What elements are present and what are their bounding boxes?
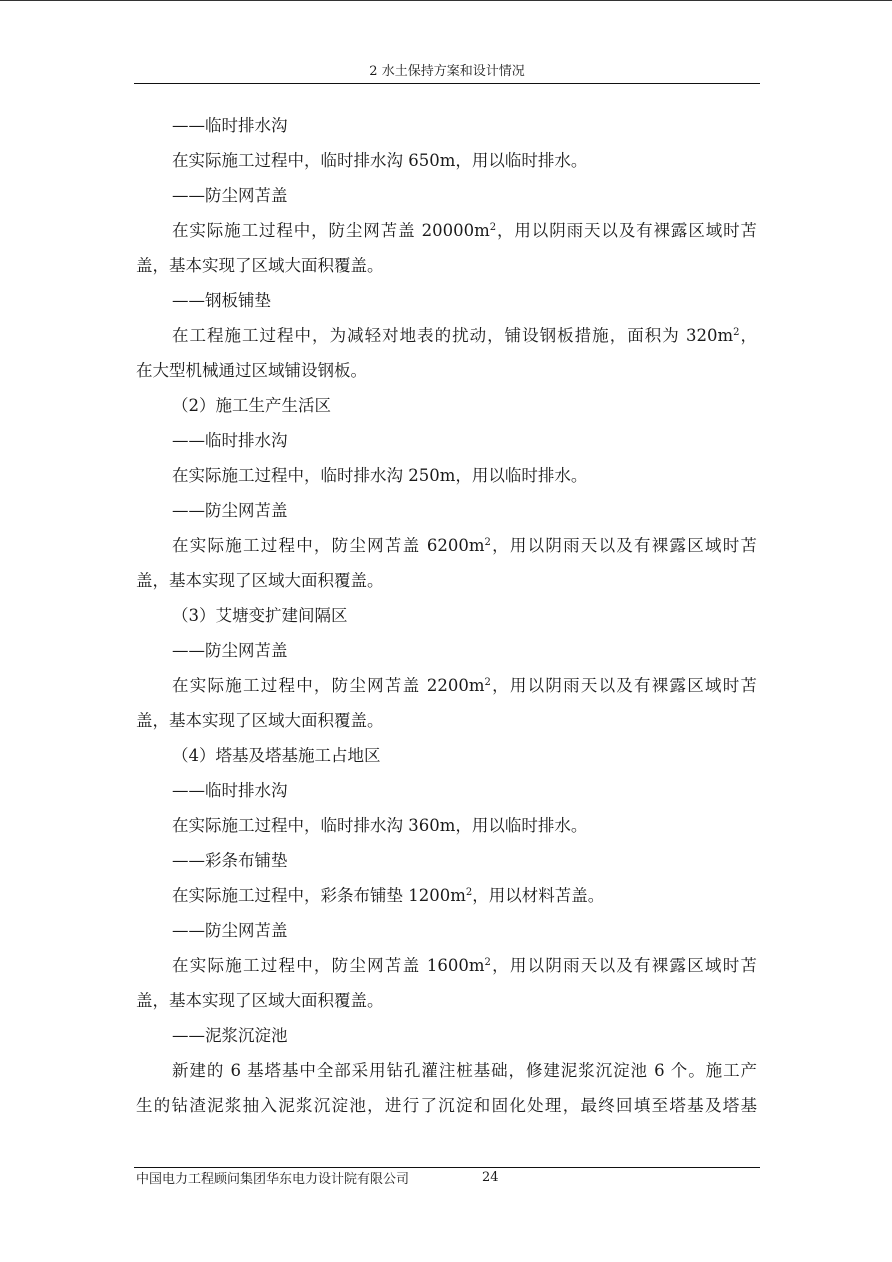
paragraph-line: 盖，基本实现了区域大面积覆盖。 xyxy=(136,991,384,1010)
paragraph-line: 生的钻渣泥浆抽入泥浆沉淀池，进行了沉淀和固化处理，最终回填至塔基及塔基 xyxy=(136,1096,757,1115)
paragraph-line: 盖，基本实现了区域大面积覆盖。 xyxy=(136,711,384,730)
paragraph-line: 在实际施工过程中，防尘网苫盖 $6200m^2$，用以阴雨天以及有裸露区域时苫 xyxy=(172,536,757,555)
paragraph-line: 在实际施工过程中，临时排水沟 650m，用以临时排水。 xyxy=(172,151,588,170)
paragraph-line: 在实际施工过程中，防尘网苫盖 $1600m^2$，用以阴雨天以及有裸露区域时苫 xyxy=(172,956,757,975)
subheading-temporary-drain: ——临时排水沟 xyxy=(172,781,288,800)
section-heading: （2）施工生产生活区 xyxy=(172,396,331,415)
subheading-steel-plate: ——钢板铺垫 xyxy=(172,291,271,310)
subheading-mud-settling-pond: ——泥浆沉淀池 xyxy=(172,1026,288,1045)
footer-organization: 中国电力工程顾问集团华东电力设计院有限公司 xyxy=(136,1172,410,1187)
paragraph-line: 盖，基本实现了区域大面积覆盖。 xyxy=(136,571,384,590)
paragraph-line: 新建的 6 基塔基中全部采用钻孔灌注桩基础，修建泥浆沉淀池 6 个。施工产 xyxy=(172,1061,757,1080)
subheading-dust-net: ——防尘网苫盖 xyxy=(172,641,288,660)
subheading-dust-net: ——防尘网苫盖 xyxy=(172,921,288,940)
subheading-temporary-drain: ——临时排水沟 xyxy=(172,116,288,135)
paragraph-line: 在实际施工过程中，彩条布铺垫 $1200m^2$，用以材料苫盖。 xyxy=(172,886,605,905)
subheading-temporary-drain: ——临时排水沟 xyxy=(172,431,288,450)
subheading-tarp-mat: ——彩条布铺垫 xyxy=(172,851,288,870)
subheading-dust-net: ——防尘网苫盖 xyxy=(172,501,288,520)
section-heading: （4）塔基及塔基施工占地区 xyxy=(172,746,381,765)
paragraph-line: 在实际施工过程中，临时排水沟 360m，用以临时排水。 xyxy=(172,816,588,835)
running-header-title: 2 水土保持方案和设计情况 xyxy=(369,64,525,79)
page-number: 24 xyxy=(482,1170,499,1185)
subheading-dust-net: ——防尘网苫盖 xyxy=(172,186,288,205)
paragraph-line: 在实际施工过程中，防尘网苫盖 $20000m^2$，用以阴雨天以及有裸露区域时苫 xyxy=(172,221,757,240)
paragraph-line: 在工程施工过程中，为减轻对地表的扰动，铺设钢板措施，面积为 $320m^2$， xyxy=(172,326,758,345)
paragraph-line: 在实际施工过程中，临时排水沟 250m，用以临时排水。 xyxy=(172,466,588,485)
paragraph-line: 在大型机械通过区域铺设钢板。 xyxy=(136,361,367,380)
paragraph-line: 在实际施工过程中，防尘网苫盖 $2200m^2$，用以阴雨天以及有裸露区域时苫 xyxy=(172,676,757,695)
paragraph-line: 盖，基本实现了区域大面积覆盖。 xyxy=(136,256,384,275)
footer-rule xyxy=(134,1167,760,1168)
section-heading: （3）艾塘变扩建间隔区 xyxy=(172,606,348,625)
